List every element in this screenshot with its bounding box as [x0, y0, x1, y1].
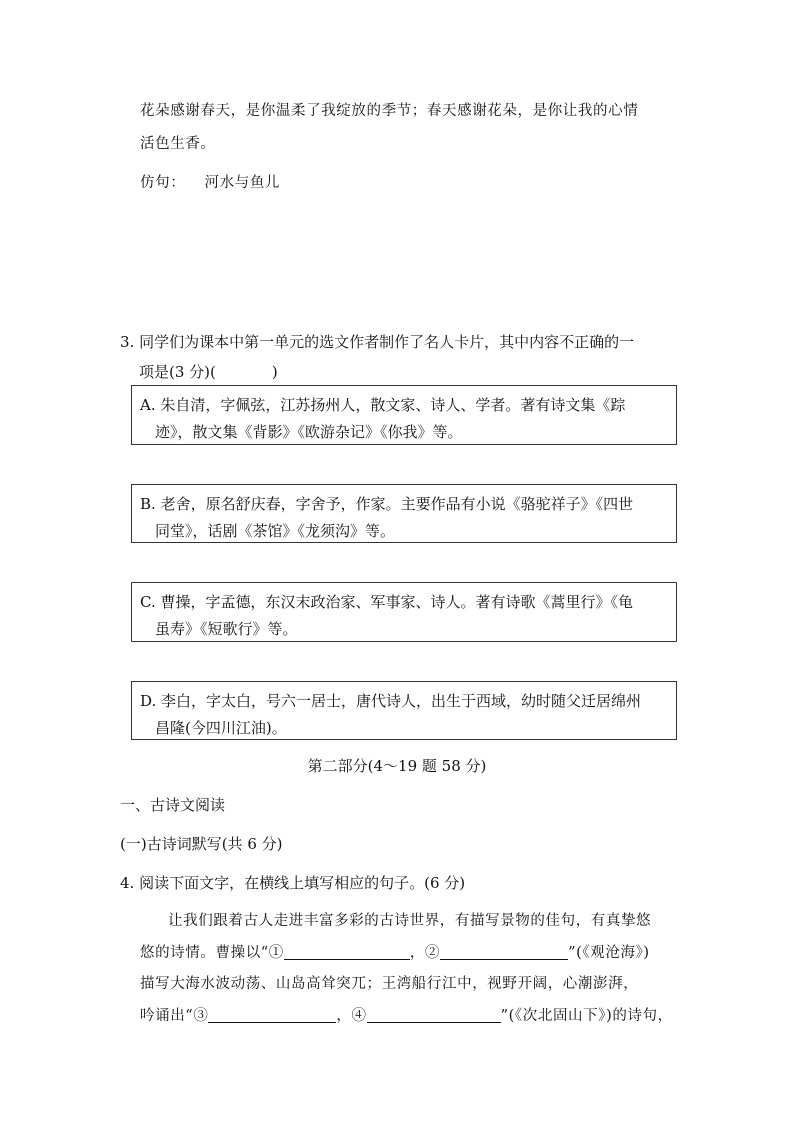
question-4-number: 4. — [120, 874, 135, 892]
section-heading: 一、古诗文阅读 — [120, 796, 226, 814]
option-c-line-2: 虽寿》《短歌行》等。 — [155, 620, 298, 638]
blank-4[interactable] — [367, 1006, 501, 1023]
passage-line-4: 吟诵出“③ ，④ ”(《次北固山下》)的诗句， — [140, 1007, 673, 1024]
passage-line-2: 悠的诗情。曹操以“① ，② ”(《观沧海》) — [140, 944, 650, 961]
subsection-heading: (一)古诗词默写(共 6 分) — [120, 835, 283, 853]
question-4-stem — [120, 870, 465, 896]
option-d-card[interactable] — [131, 681, 677, 740]
option-a-line-1: 朱自清，字佩弦，江苏扬州人，散文家、诗人、学者。著有诗文集《踪 — [160, 396, 626, 414]
part-2-title: 第二部分(4～19 题 58 分) — [307, 757, 487, 775]
option-d-letter: D. — [140, 692, 157, 710]
option-c-line-1: 曹操，字孟德，东汉末政治家、军事家、诗人。著有诗歌《蒿里行》《龟 — [160, 593, 634, 611]
option-a-letter: A. — [140, 396, 156, 414]
question-3-number: 3. — [120, 333, 135, 351]
blank-1[interactable] — [284, 943, 410, 960]
option-b-letter: B. — [140, 495, 156, 513]
imitation-example — [140, 95, 700, 200]
imitation-line-2: 活色生香。 — [140, 136, 216, 152]
option-c-letter: C. — [140, 593, 156, 611]
option-d-line-2: 昌隆(今四川江油)。 — [155, 719, 287, 737]
imitation-line-1: 花朵感谢春天，是你温柔了我绽放的季节；春天感谢花朵，是你让我的心情 — [140, 103, 639, 119]
question-3-stem-line-1: 同学们为课本中第一单元的选文作者制作了名人卡片，其中内容不正确的一 — [139, 333, 635, 351]
imitation-prompt-label: 仿句： — [140, 175, 186, 191]
passage-line-1: 让我们跟着古人走进丰富多彩的古诗世界，有描写景物的佳句，有真挚悠 — [168, 913, 652, 929]
option-a-line-2: 迹》，散文集《背影》《欧游杂记》《你我》等。 — [155, 423, 463, 441]
option-c-card[interactable] — [131, 582, 677, 642]
option-d-line-1: 李白，字太白，号六一居士，唐代诗人，出生于西域，幼时随父迁居绵州 — [161, 692, 642, 710]
option-a-card[interactable] — [131, 385, 677, 445]
blank-2[interactable] — [440, 943, 568, 960]
imitation-prompt-topic: 河水与鱼儿 — [204, 175, 281, 191]
option-b-line-2: 同堂》，话剧《茶馆》《龙须沟》等。 — [155, 522, 396, 540]
option-b-line-1: 老舍，原名舒庆春，字舍予，作家。主要作品有小说《骆驼祥子》《四世 — [160, 495, 634, 513]
blank-3[interactable] — [208, 1006, 336, 1023]
imitation-prompt — [140, 167, 700, 200]
question-4-stem-text: 阅读下面文字，在横线上填写相应的句子。(6 分) — [139, 874, 466, 892]
question-3-stem-line-2: 项是(3 分)( — [139, 363, 216, 381]
question-4-passage — [140, 906, 700, 1032]
question-3-stem: 3. 同学们为课本中第一单元的选文作者制作了名人卡片，其中内容不正确的一 项是(3 分)( ) — [120, 333, 635, 381]
option-b-card[interactable] — [131, 484, 677, 543]
passage-line-3: 描写大海水波动荡、山岛高耸突兀；王湾船行江中，视野开阔，心潮澎湃， — [140, 976, 639, 992]
